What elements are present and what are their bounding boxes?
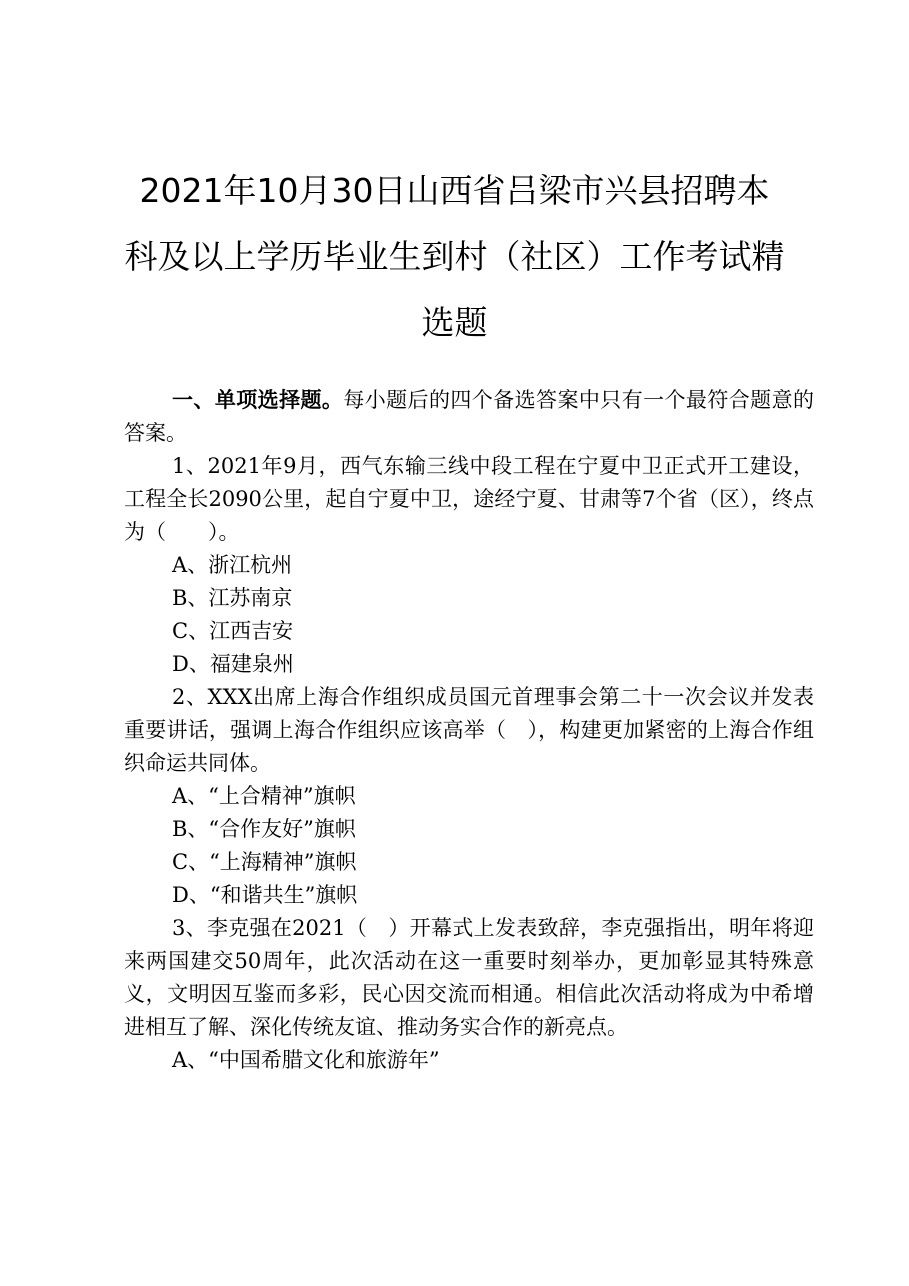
section-intro bbox=[124, 384, 814, 450]
question-text: 3、李克强在2021（ ）开幕式上发表致辞，李克强指出，明年将迎来两国建交50周年，此次活动在这一重要时刻举办，更加彰显其特殊意义，文明因互鉴而多彩，民心因交流而相通。相信此次活动将成为中希增进相互了解、深化传统友谊、推动务实合作的新亮点。 bbox=[124, 916, 814, 1039]
question-text: 1、2021年9月，西气东输三线中段工程在宁夏中卫正式开工建设，工程全长2090公里，起自宁夏中卫，途经宁夏、甘肃等7个省（区），终点为（ ）。 bbox=[124, 454, 814, 544]
option-a: A、浙江杭州 bbox=[172, 553, 293, 577]
question-1 bbox=[124, 450, 814, 681]
option-a: A、“上合精神”旗帜 bbox=[172, 784, 356, 808]
option-c: C、“上海精神”旗帜 bbox=[172, 850, 357, 874]
question-2 bbox=[124, 681, 814, 912]
option-a: A、“中国希腊文化和旅游年” bbox=[172, 1048, 440, 1072]
title-line-3: 选题 bbox=[421, 303, 488, 342]
option-d: D、福建泉州 bbox=[172, 652, 294, 676]
option-b: B、“合作友好”旗帜 bbox=[172, 817, 356, 841]
question-text: 2、XXX出席上海合作组织成员国元首理事会第二十一次会议并发表重要讲话，强调上海合作组织应该高举（ ），构建更加紧密的上海合作组织命运共同体。 bbox=[124, 685, 814, 775]
option-b: B、江苏南京 bbox=[172, 586, 293, 610]
title-line-1: 2021年10月30日山西省吕梁市兴县招聘本 bbox=[139, 171, 770, 210]
document-title bbox=[100, 158, 809, 356]
section-instruction: 每小题后的四个备选答案中只有一个最符合题意的答案。 bbox=[124, 388, 815, 445]
title-line-2: 科及以上学历毕业生到村（社区）工作考试精 bbox=[124, 237, 785, 276]
option-d: D、“和谐共生”旗帜 bbox=[172, 883, 358, 907]
document-body bbox=[124, 384, 814, 1077]
section-heading: 一、单项选择题。 bbox=[172, 388, 344, 412]
question-3 bbox=[124, 912, 814, 1077]
option-c: C、江西吉安 bbox=[172, 619, 294, 643]
